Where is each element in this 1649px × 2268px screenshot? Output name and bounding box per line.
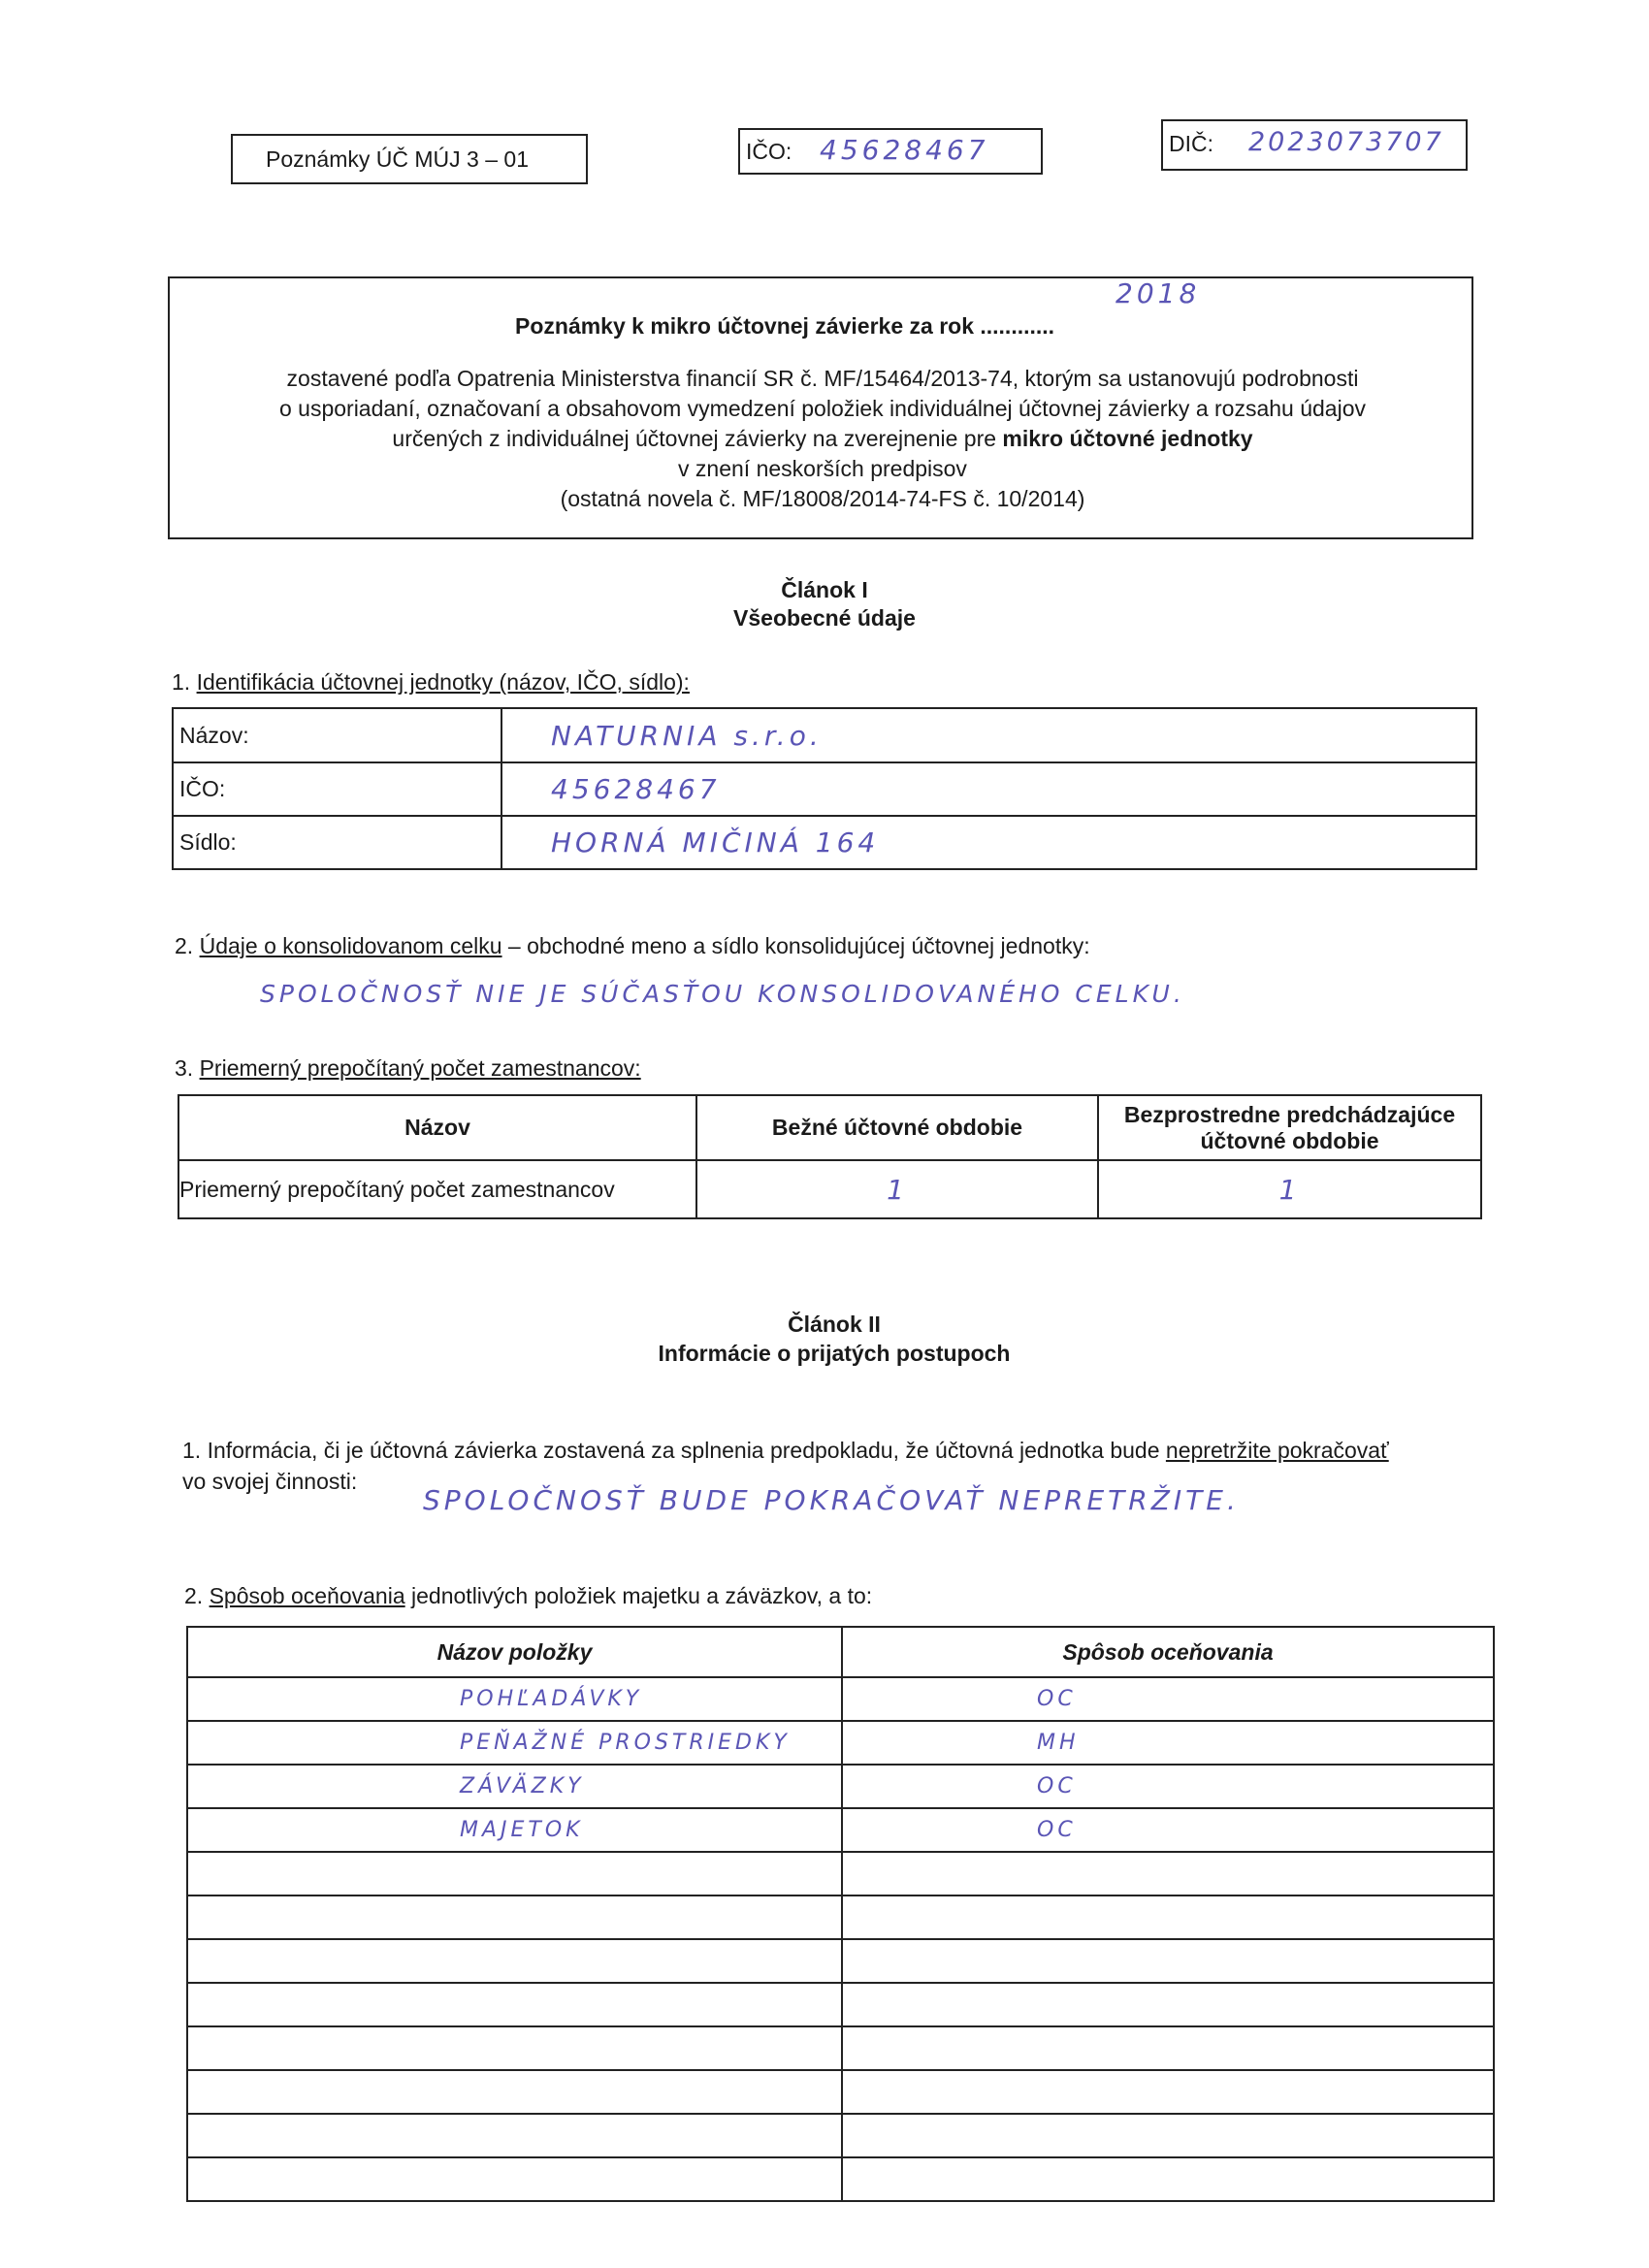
a2-section-2-label — [184, 1583, 872, 1609]
valuation-rows — [187, 1677, 1494, 2201]
valuation-item-cell: POHĽADÁVKY — [187, 1677, 842, 1721]
form-code: Poznámky ÚČ MÚJ 3 – 01 — [266, 146, 529, 172]
valuation-item-cell: ZÁVÄZKY — [187, 1765, 842, 1808]
valuation-table — [186, 1626, 1495, 2202]
valuation-item-cell — [187, 2070, 842, 2114]
desc-line-3 — [170, 424, 1475, 454]
valuation-row — [187, 1765, 1494, 1808]
valuation-row — [187, 1852, 1494, 1895]
section-3-num: 3. — [175, 1055, 194, 1081]
employees-previous-value: 1 — [1098, 1160, 1481, 1218]
article-1-subheading: Všeobecné údaje — [733, 605, 916, 631]
valuation-item-cell — [187, 2157, 842, 2201]
valuation-method-cell — [842, 2114, 1494, 2157]
valuation-item-cell — [187, 1983, 842, 2026]
article-2-heading: Článok II — [788, 1312, 881, 1337]
valuation-method-cell: OC — [842, 1765, 1494, 1808]
employees-header-previous: Bezprostredne predchádzajúce účtovné obdobie — [1098, 1095, 1481, 1160]
valuation-row — [187, 2070, 1494, 2114]
section-1-label — [172, 669, 690, 696]
valuation-method-cell: MH — [842, 1721, 1494, 1765]
identification-table — [172, 707, 1477, 870]
id-label-name: Názov: — [173, 708, 501, 762]
ico-label: IČO: — [746, 139, 792, 164]
employees-header-row — [178, 1095, 1481, 1160]
valuation-method-cell: OC — [842, 1808, 1494, 1852]
valuation-row — [187, 1808, 1494, 1852]
valuation-header-item: Názov položky — [187, 1627, 842, 1677]
valuation-row — [187, 2026, 1494, 2070]
a2-s1-text: 1. Informácia, či je účtovná závierka zostavená za splnenia predpokladu, že účtovná jednotka bude — [182, 1438, 1160, 1463]
title-description — [170, 364, 1475, 514]
valuation-row — [187, 2157, 1494, 2201]
valuation-method-cell — [842, 2070, 1494, 2114]
employees-row-label: Priemerný prepočítaný počet zamestnancov — [178, 1160, 696, 1218]
identification-row — [173, 708, 1476, 762]
valuation-row — [187, 2114, 1494, 2157]
valuation-item-cell — [187, 2114, 842, 2157]
a2-s1-answer: SPOLOČNOSŤ BUDE POKRAČOVAŤ NEPRETRŽITE. — [423, 1484, 1240, 1516]
id-label-ico: IČO: — [173, 762, 501, 816]
valuation-row — [187, 1939, 1494, 1983]
employees-header-name: Názov — [178, 1095, 696, 1160]
valuation-method-cell — [842, 1852, 1494, 1895]
valuation-item-cell — [187, 1852, 842, 1895]
valuation-item-cell — [187, 1895, 842, 1939]
a2-section-2-num: 2. — [184, 1583, 204, 1608]
valuation-row — [187, 1895, 1494, 1939]
id-value-seat: HORNÁ MIČINÁ 164 — [501, 816, 1476, 869]
desc-line-4: v znení neskorších predpisov — [678, 456, 967, 481]
valuation-item-cell: MAJETOK — [187, 1808, 842, 1852]
valuation-item-cell — [187, 2026, 842, 2070]
section-2-num: 2. — [175, 933, 194, 958]
valuation-row — [187, 1677, 1494, 1721]
a2-s1-line-2: vo svojej činnosti: — [182, 1469, 358, 1494]
employees-row — [178, 1160, 1481, 1218]
id-value-ico: 45628467 — [501, 762, 1476, 816]
employees-current-value: 1 — [696, 1160, 1098, 1218]
section-3-label — [175, 1055, 641, 1082]
dic-box — [1161, 119, 1468, 171]
id-value-name: NATURNIA s.r.o. — [501, 708, 1476, 762]
article-1-heading: Článok I — [781, 577, 868, 602]
section-2-title: Údaje o konsolidovanom celku — [199, 933, 502, 958]
ico-value: 45628467 — [820, 134, 989, 166]
desc-line-3-text: určených z individuálnej účtovnej závierky na zverejnenie pre — [392, 426, 997, 451]
dic-label: DIČ: — [1169, 131, 1213, 156]
valuation-header-method: Spôsob oceňovania — [842, 1627, 1494, 1677]
valuation-row — [187, 1721, 1494, 1765]
desc-line-3-bold: mikro účtovné jednotky — [1002, 426, 1253, 451]
a2-s1-underlined: nepretržite pokračovať — [1165, 1438, 1389, 1463]
valuation-header-row — [187, 1627, 1494, 1677]
a2-s1-line-1 — [182, 1436, 1389, 1465]
ico-box — [738, 128, 1043, 175]
desc-line-5: (ostatná novela č. MF/18008/2014-74-FS č. 10/2014) — [560, 486, 1085, 511]
section-3-title: Priemerný prepočítaný počet zamestnancov: — [199, 1055, 641, 1081]
section-1-title: Identifikácia účtovnej jednotky (názov, IČO, sídlo): — [196, 669, 690, 695]
employees-table — [178, 1094, 1482, 1219]
identification-row — [173, 762, 1476, 816]
article-2-subheading: Informácie o prijatých postupoch — [658, 1341, 1011, 1366]
identification-row — [173, 816, 1476, 869]
valuation-method-cell: OC — [842, 1677, 1494, 1721]
valuation-method-cell — [842, 1939, 1494, 1983]
valuation-item-cell — [187, 1939, 842, 1983]
section-2-label — [175, 933, 1090, 959]
valuation-item-cell: PEŇAŽNÉ PROSTRIEDKY — [187, 1721, 842, 1765]
section-2-answer: SPOLOČNOSŤ NIE JE SÚČASŤOU KONSOLIDOVANÉHO CELKU. — [260, 980, 1185, 1008]
section-2-rest: – obchodné meno a sídlo konsolidujúcej účtovnej jednotky: — [501, 933, 1090, 958]
a2-section-2-rest: jednotlivých položiek majetku a záväzkov, a to: — [404, 1583, 873, 1608]
section-1-num: 1. — [172, 669, 191, 695]
dic-value: 2023073707 — [1248, 127, 1444, 157]
valuation-method-cell — [842, 1895, 1494, 1939]
valuation-method-cell — [842, 2157, 1494, 2201]
desc-line-1: zostavené podľa Opatrenia Ministerstva financií SR č. MF/15464/2013-74, ktorým sa ustanovujú podrobnosti — [286, 366, 1359, 391]
valuation-method-cell — [842, 1983, 1494, 2026]
title-year: 2018 — [1116, 277, 1201, 309]
valuation-row — [187, 1983, 1494, 2026]
form-code-box — [231, 134, 588, 184]
id-label-seat: Sídlo: — [173, 816, 501, 869]
valuation-method-cell — [842, 2026, 1494, 2070]
employees-header-current: Bežné účtovné obdobie — [696, 1095, 1098, 1160]
desc-line-2: o usporiadaní, označovaní a obsahovom vymedzení položiek individuálnej účtovnej závierky a rozsahu údajov — [278, 396, 1366, 421]
a2-section-2-title: Spôsob oceňovania — [209, 1583, 405, 1608]
document-title: Poznámky k mikro účtovnej závierke za rok ............ — [515, 313, 1055, 339]
title-box — [168, 276, 1473, 539]
